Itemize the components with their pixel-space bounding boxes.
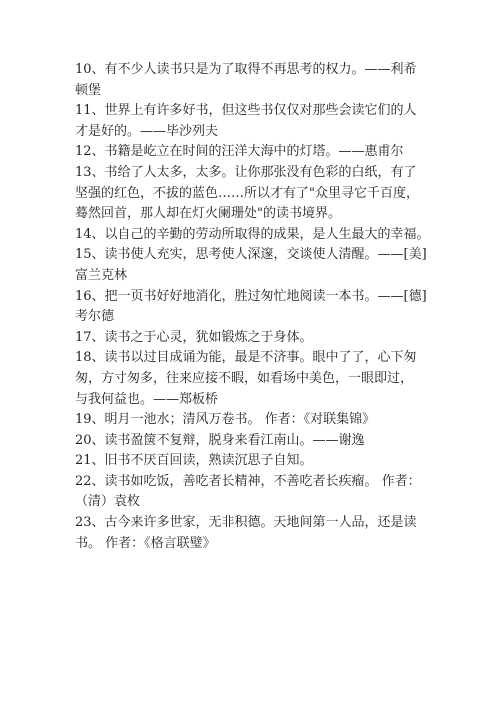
quote-14: 14、以自己的辛勤的劳动所取得的成果，是人生最大的幸福。 bbox=[75, 226, 430, 242]
quote-23: 23、古今来许多世家，无非积德。天地间第一人品，还是读 书。 作者：《格言联璧》 bbox=[75, 515, 417, 551]
quote-15: 15、读书使人充实，思考使人深邃，交谈使人清醒。——[美] 富兰克林 bbox=[75, 247, 427, 283]
quote-16: 16、把一页书好好地消化，胜过匆忙地阅读一本书。——[德] 考尔德 bbox=[75, 288, 427, 325]
quote-11: 11、世界上有许多好书，但这些书仅仅对那些会读它们的人 才是好的。——毕沙列夫 bbox=[75, 103, 417, 139]
quote-18: 18、读书以过目成诵为能，最是不济事。眼中了了，心下匆 匆，方寸匆多，往来应接不暇，如看场中美色，一眼即过， 与我何益也。——郑板桥 bbox=[75, 350, 417, 407]
quote-20: 20、读书盈箧不复辩，脱身来看江南山。——谢逸 bbox=[75, 432, 365, 448]
quote-10: 10、有不少人读书只是为了取得不再思考的权力。——利希 顿堡 bbox=[75, 62, 417, 98]
quote-12: 12、书籍是屹立在时间的汪洋大海中的灯塔。——惠甫尔 bbox=[75, 144, 404, 160]
quote-17: 17、读书之于心灵，犹如锻炼之于身体。 bbox=[75, 329, 313, 345]
quote-19: 19、明月一池水；清风万卷书。 作者：《对联集锦》 bbox=[75, 412, 376, 428]
quote-21: 21、旧书不厌百回读，熟读沉思子自知。 bbox=[75, 453, 313, 469]
quote-22: 22、读书如吃饭，善吃者长精神，不善吃者长疾瘤。 作者： （清）袁枚 bbox=[75, 473, 421, 510]
quote-13: 13、书给了人太多，太多。让你那张没有色彩的白纸，有了 坚强的红色，不拔的蓝色……所以才有了"众里寻它千百度， 蓦然回首，那人却在灯火阑珊处"的读书境界。 bbox=[75, 164, 419, 222]
